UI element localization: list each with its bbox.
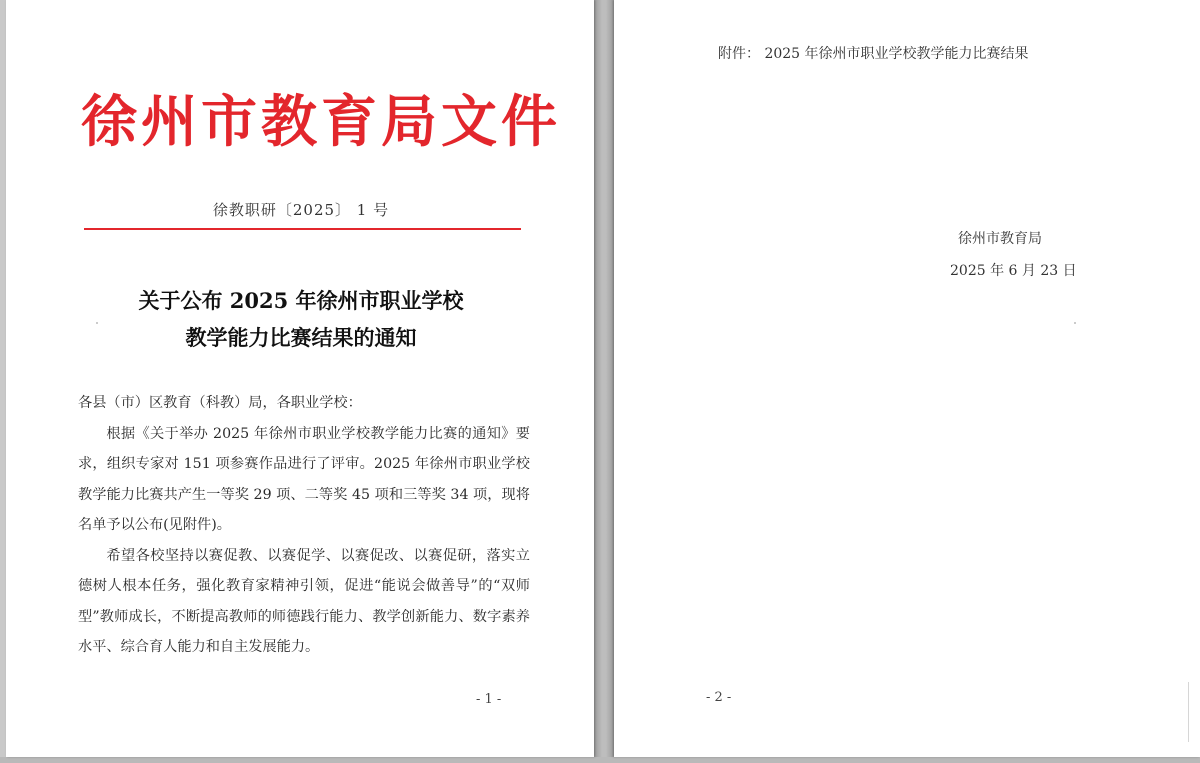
document-title: 徐州市教育局文件 (81, 89, 561, 155)
document-number: 徐教职研〔2025〕 1 号 (212, 201, 390, 219)
page-number: - 2 - (706, 690, 732, 705)
document-page-1 (6, 0, 594, 757)
scan-speck (96, 322, 98, 324)
red-separator-line (84, 228, 521, 230)
notice-body (78, 388, 530, 663)
page-gutter (594, 0, 614, 763)
notice-heading (66, 282, 536, 356)
notice-heading-line-2: 教学能力比赛结果的通知 (185, 325, 417, 350)
page-edge-marks (1188, 682, 1200, 742)
attachment-line: 附件： 2025 年徐州市职业学校教学能力比赛结果 (718, 46, 1029, 62)
body-paragraph-2: 希望各校坚持以赛促教、以赛促学、以赛促改、以赛促研，落实立德树人根本任务，强化教育家精神引领，促进“能说会做善导”的“双师型”教师成长，不断提高教师的师德践行能力、教学创新能力、数字素养水平、综合育人能力和自主发展能力。 (78, 547, 530, 655)
scan-speck (1074, 322, 1076, 324)
notice-heading-line-1: 关于公布 2025 年徐州市职业学校 (138, 288, 464, 313)
salutation: 各县（市）区教育（科教）局，各职业学校： (78, 395, 362, 411)
document-page-2 (614, 0, 1200, 757)
viewer-bottom-strip (0, 757, 1200, 763)
body-paragraph-1: 根据《关于举办 2025 年徐州市职业学校教学能力比赛的通知》要求，组织专家对 151 项参赛作品进行了评审。2025 年徐州市职业学校教学能力比赛共产生一等奖 29 项、二等奖 45 项和三等奖 34 项，现将名单予以公布(见附件)。 (78, 425, 530, 533)
page-number: - 1 - (476, 692, 502, 707)
signature-date: 2025 年 6 月 23 日 (950, 263, 1077, 279)
signature-organization: 徐州市教育局 (958, 231, 1042, 247)
